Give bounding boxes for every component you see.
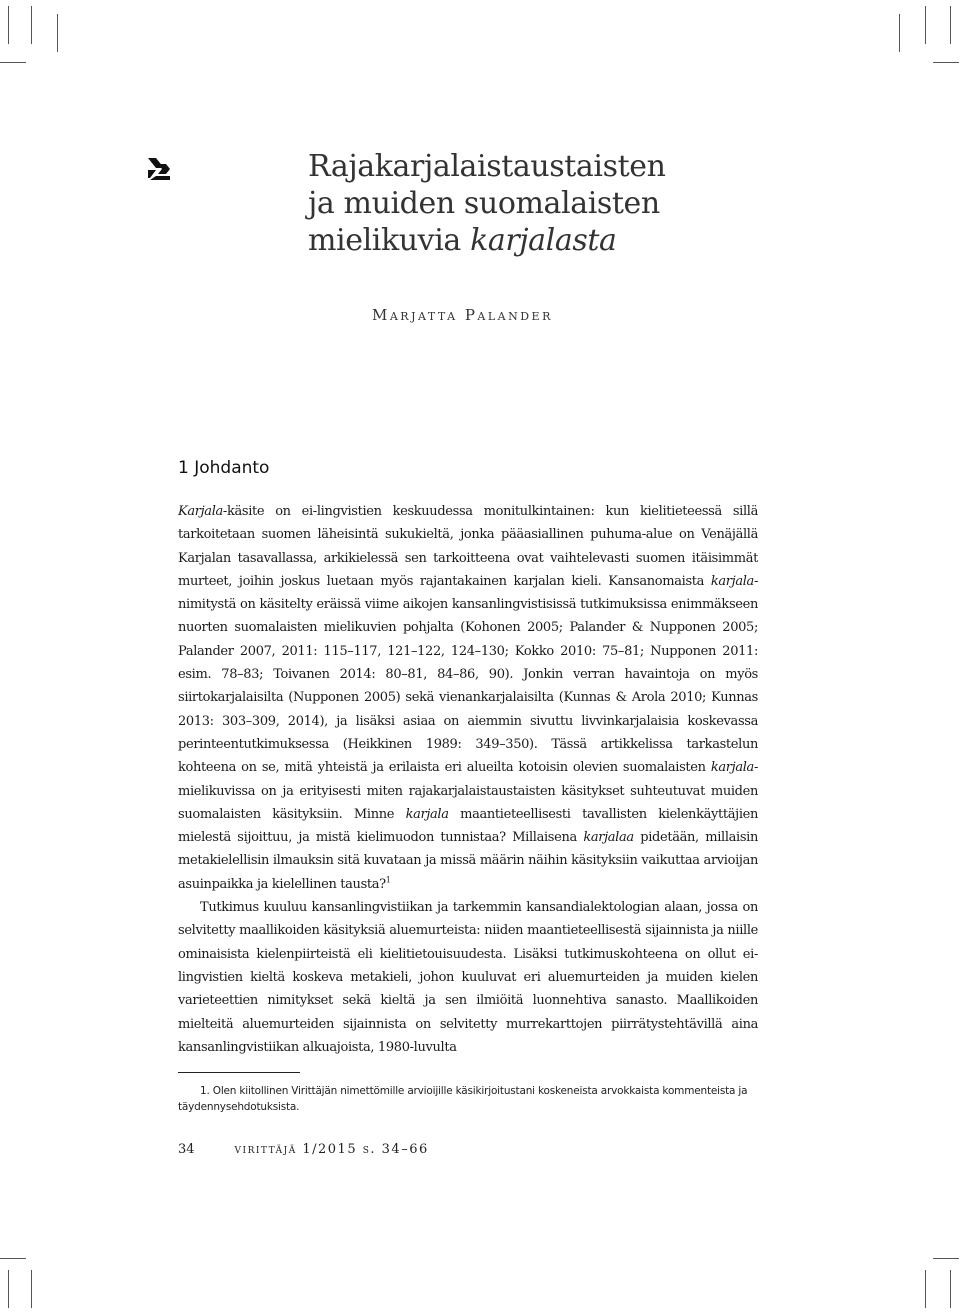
title-line: ja muiden suomalaisten xyxy=(308,186,660,221)
journal-logo-icon xyxy=(146,156,172,182)
page-number: 34 xyxy=(178,1142,195,1157)
section-heading: 1 Johdanto xyxy=(178,458,270,478)
footnote-reference[interactable]: 1 xyxy=(385,875,391,885)
crop-mark xyxy=(31,6,32,44)
paragraph xyxy=(178,500,758,896)
paragraph-text: -käsite on ei-lingvistien keskuudessa monitulkintainen: kun kielitieteessä sillä tarkoitetaan suomen läheisintä sukukieltä, jonka pääasiallinen puhuma-alue on Venäjällä Karjalan tasavallassa, arkikielessä sen tarkoitteena ovat vaihtelevasti suomen itäisimmät murteet, joihin joskus luetaan myös rajantakainen karjalan kieli. Kansanomaista xyxy=(178,504,758,589)
crop-mark xyxy=(950,1270,951,1308)
author-name: Marjatta Palander xyxy=(372,306,553,324)
crop-mark xyxy=(8,1270,9,1308)
paragraph-text: maantieteellisesti tavallisten kielenkäyttäjien mielestä sijoittuu, ja mistä kielimuodon tunnistaa? Millaisena xyxy=(178,806,758,846)
crop-mark xyxy=(925,6,926,44)
crop-mark xyxy=(0,1258,26,1259)
footnote: 1. Olen kiitollinen Virittäjän nimettömille arvioijille käsikirjoitustani koskeneista arvokkaista kommenteista ja täydennysehdotuksista. xyxy=(178,1085,748,1113)
crop-mark xyxy=(950,6,951,44)
crop-mark xyxy=(933,1258,959,1259)
italic-term: karjala xyxy=(710,573,754,589)
title-line: Rajakarjalaistaustaisten xyxy=(308,149,666,184)
crop-mark xyxy=(8,6,9,44)
crop-mark xyxy=(899,14,900,52)
paragraph-text: -nimitystä on käsitelty eräissä viime aikojen kansanlingvistisissä tutkimuksissa enimmäkseen nuorten suomalaisten mielikuvien pohjalta (Kohonen 2005; Palander & Nupponen 2005; Palander 2007, 2011: 115–117, 121–122, 124–130; Kokko 2010: 75–81; Nupponen 2011: esim. 78–83; Toivanen 2014: 80–81, 84–86, 90). Jonkin verran havaintoja on myös siirtokarjalaisilta (Nupponen 2005) sekä vienankarjalaisilta (Kunnas & Arola 2010; Kunnas 2013: 303–309, 2014), ja lisäksi asiaa on aiemmin sivuttu livvinkarjalaisia koskevassa perinteentutkimuksessa (Heikkinen 1989: 349–350). Tässä artikkelissa tarkastelun kohteena on se, mitä yhteistä ja erilaista eri alueilta kotoisin olevien suomalaisten xyxy=(178,573,758,776)
crop-mark xyxy=(57,14,58,52)
title-italic-word: karjalasta xyxy=(470,223,617,258)
italic-term: karjalaa xyxy=(583,830,634,846)
italic-term: karjala xyxy=(405,806,449,822)
italic-term: Karjala xyxy=(178,504,223,519)
italic-term: karjala xyxy=(710,760,754,776)
article-title xyxy=(308,148,868,259)
page-footer xyxy=(178,1142,429,1157)
body-text xyxy=(178,500,758,1059)
title-line-text: mielikuvia xyxy=(308,223,471,258)
crop-mark xyxy=(933,62,959,63)
journal-reference: virittäjä 1/2015 s. 34–66 xyxy=(234,1142,429,1157)
crop-mark xyxy=(925,1270,926,1308)
paragraph-text: pidetään, millaisin metakielellisin ilmauksin sitä kuvataan ja missä määrin näihin käsityksiin vaikuttaa arvioijan asuinpaikka ja kielellinen tausta? xyxy=(178,830,758,892)
title-line xyxy=(308,222,868,259)
crop-mark xyxy=(0,62,26,63)
crop-mark xyxy=(31,1270,32,1308)
paragraph-text: -mielikuvissa on ja erityisesti miten rajakarjalaistaustaisten käsitykset suhteutuvat muiden suomalaisten käsityksiin. Minne xyxy=(178,760,758,822)
footnote-divider xyxy=(178,1072,300,1073)
paragraph: Tutkimus kuuluu kansanlingvistiikan ja tarkemmin kansandialektologian alaan, jossa on selvitetty maallikoiden käsityksiä aluemurteista: niiden maantieteellisestä sijainnista ja niille ominaisista kielenpiirteistä eli kielitietouisuudesta. Lisäksi tutkimuskohteena on ollut ei-lingvistien kieltä koskeva metakieli, johon kuuluvat eri aluemurteiden ja muiden kielen varieteettien nimitykset sekä kieltä ja sen ilmiöitä luonnehtiva sanasto. Maallikoiden mielteitä aluemurteiden sijainnista on selvitetty murrekarttojen piirrätystehtävillä aina kansanlingvistiikan alkuajoista, 1980-luvulta xyxy=(178,900,758,1055)
